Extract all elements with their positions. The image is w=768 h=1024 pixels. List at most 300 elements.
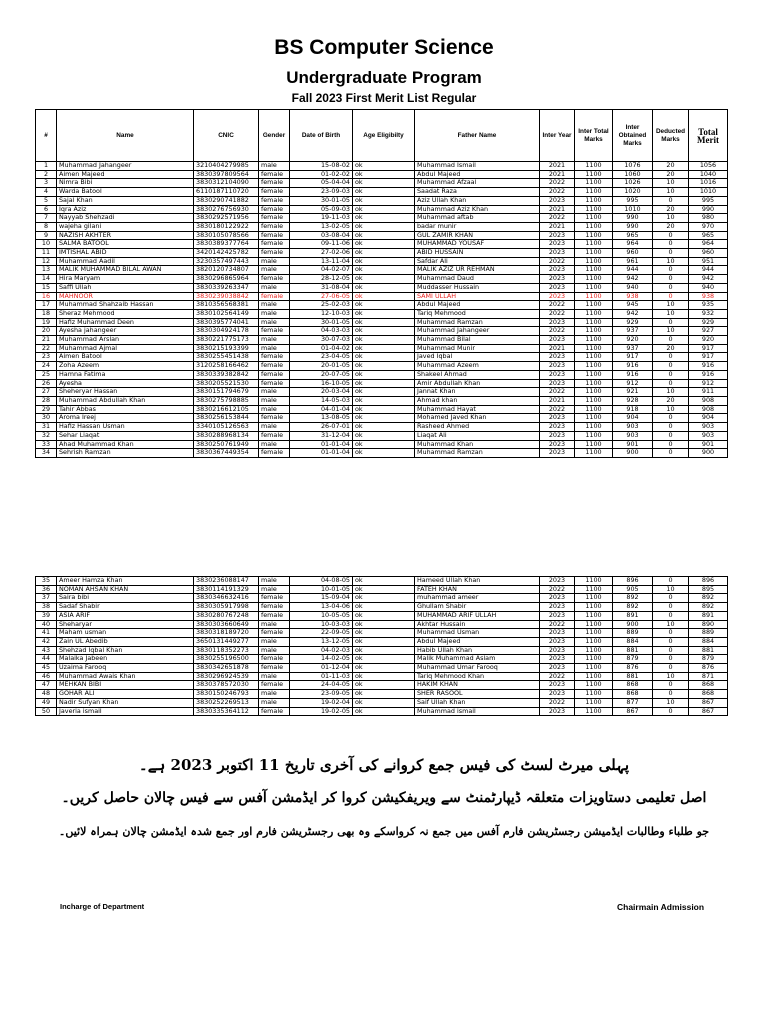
cell-name: Saira bibi [57,594,194,603]
cell-father-name: Muhammad Azeem [415,362,540,371]
cell-gender: female [259,353,290,362]
cell-inter-obtained: 868 [613,690,653,699]
table-row [36,196,728,205]
cell-total-merit: 990 [689,205,728,214]
cell-age-eligibility: ok [353,379,415,388]
cell-inter-total: 1100 [575,577,613,586]
cell-inter-obtained: 892 [613,594,653,603]
cell-inter-year: 2022 [540,672,575,681]
cell-inter-year: 2023 [540,637,575,646]
cell-number: 34 [36,449,57,458]
table-row [36,231,728,240]
cell-age-eligibility: ok [353,655,415,664]
cell-gender: female [259,370,290,379]
cell-inter-total: 1100 [575,336,613,345]
cell-deducted: 10 [653,179,689,188]
table-row [36,637,728,646]
table-row [36,240,728,249]
cell-father-name: Abdul Majeed [415,637,540,646]
notice-fee-deadline: پہلی میرٹ لسٹ کی فیس جمع کروانے کی آخری تاریخ 11 اکتوبر 2023 ہے۔ [138,756,630,774]
cell-age-eligibility: ok [353,585,415,594]
cell-cnic: 3830290741882 [194,196,259,205]
cell-name: Ahad Muhammad Khan [57,440,194,449]
cell-deducted: 0 [653,611,689,620]
cell-deducted: 10 [653,327,689,336]
cell-inter-year: 2023 [540,611,575,620]
cell-total-merit: 1010 [689,188,728,197]
cell-dob: 20-03-04 [290,388,353,397]
cell-total-merit: 935 [689,301,728,310]
cell-inter-total: 1100 [575,370,613,379]
cell-age-eligibility: ok [353,414,415,423]
cell-age-eligibility: ok [353,240,415,249]
cell-inter-year: 2023 [540,629,575,638]
cell-dob: 10-05-05 [290,611,353,620]
cell-inter-total: 1100 [575,379,613,388]
cell-age-eligibility: ok [353,205,415,214]
cell-inter-year: 2023 [540,249,575,258]
cell-age-eligibility: ok [353,611,415,620]
table-row [36,362,728,371]
table-row [36,283,728,292]
cell-dob: 27-06-05 [290,292,353,301]
cell-inter-year: 2023 [540,283,575,292]
cell-father-name: Aziz Ullah Khan [415,196,540,205]
cell-dob: 01-11-03 [290,672,353,681]
cell-father-name: badar munir [415,222,540,231]
cell-father-name: Muhammad Ramzan [415,318,540,327]
col-header-dob: Date of Birth [290,110,353,162]
cell-father-name: Amir Abdullah Khan [415,379,540,388]
cell-inter-obtained: 990 [613,214,653,223]
cell-name: Nadir Sufyan Khan [57,698,194,707]
cell-deducted: 20 [653,162,689,171]
cell-dob: 04-03-03 [290,327,353,336]
table-row [36,396,728,405]
cell-total-merit: 942 [689,275,728,284]
signature-chairman-admission: Chairmain Admission [617,902,705,912]
cell-total-merit: 917 [689,344,728,353]
cell-number: 50 [36,707,57,716]
cell-name: Hira Maryam [57,275,194,284]
cell-number: 11 [36,249,57,258]
table-row [36,170,728,179]
cell-name: Sheharyar [57,620,194,629]
cell-inter-obtained: 879 [613,655,653,664]
cell-inter-obtained: 892 [613,603,653,612]
cell-father-name: Saif Ullah Khan [415,698,540,707]
table-row [36,266,728,275]
cell-inter-obtained: 881 [613,672,653,681]
cell-cnic: 3830296924539 [194,672,259,681]
cell-total-merit: 938 [689,292,728,301]
cell-gender: female [259,664,290,673]
cell-deducted: 0 [653,603,689,612]
cell-inter-total: 1100 [575,405,613,414]
cell-total-merit: 868 [689,690,728,699]
table-row [36,449,728,458]
table-row [36,214,728,223]
cell-name: Aimen Batool [57,353,194,362]
cell-gender: female [259,231,290,240]
table-row [36,629,728,638]
cell-inter-year: 2022 [540,257,575,266]
cell-father-name: MUHAMMAD ARIF ULLAH [415,611,540,620]
cell-inter-total: 1100 [575,594,613,603]
cell-father-name: Tariq Mehmood Khan [415,672,540,681]
cell-cnic: 3820120734807 [194,266,259,275]
merit-table-part1 [35,109,728,458]
cell-gender: female [259,655,290,664]
cell-inter-obtained: 889 [613,629,653,638]
cell-dob: 30-07-03 [290,336,353,345]
cell-cnic: 3830275798885 [194,396,259,405]
cell-cnic: 3830239038842 [194,292,259,301]
table-row [36,594,728,603]
cell-inter-total: 1100 [575,637,613,646]
cell-gender: male [259,423,290,432]
cell-cnic: 3830292571956 [194,214,259,223]
cell-dob: 13-11-04 [290,257,353,266]
cell-name: Muhammad Abdullah Khan [57,396,194,405]
cell-number: 6 [36,205,57,214]
cell-age-eligibility: ok [353,170,415,179]
cell-gender: female [259,362,290,371]
cell-cnic: 3830397809564 [194,170,259,179]
cell-dob: 23-09-03 [290,188,353,197]
cell-inter-year: 2023 [540,196,575,205]
cell-father-name: Muhammad Daud [415,275,540,284]
cell-father-name: Hameed Ullah Khan [415,577,540,586]
cell-inter-obtained: 867 [613,707,653,716]
cell-number: 14 [36,275,57,284]
cell-inter-obtained: 900 [613,449,653,458]
cell-inter-obtained: 903 [613,423,653,432]
cell-cnic: 3830395774041 [194,318,259,327]
cell-inter-year: 2021 [540,222,575,231]
cell-name: Uzaima Farooq [57,664,194,673]
table-row [36,423,728,432]
cell-gender: female [259,431,290,440]
cell-cnic: 3830339263347 [194,283,259,292]
table-row [36,646,728,655]
cell-inter-total: 1100 [575,449,613,458]
cell-age-eligibility: ok [353,353,415,362]
cell-deducted: 10 [653,672,689,681]
cell-name: Ayesha jahangeer [57,327,194,336]
cell-father-name: Liaqat Ali [415,431,540,440]
cell-age-eligibility: ok [353,188,415,197]
cell-inter-total: 1100 [575,690,613,699]
cell-father-name: Tariq Mehmood [415,309,540,318]
cell-number: 19 [36,318,57,327]
cell-inter-total: 1100 [575,179,613,188]
cell-cnic: 3830378572030 [194,681,259,690]
cell-cnic: 3830205521530 [194,379,259,388]
cell-total-merit: 940 [689,283,728,292]
cell-cnic: 3830367449354 [194,449,259,458]
cell-inter-obtained: 995 [613,196,653,205]
cell-dob: 10-03-03 [290,620,353,629]
cell-inter-year: 2023 [540,431,575,440]
cell-inter-total: 1100 [575,214,613,223]
cell-inter-obtained: 896 [613,577,653,586]
cell-inter-year: 2023 [540,318,575,327]
cell-number: 41 [36,629,57,638]
cell-total-merit: 868 [689,681,728,690]
cell-number: 33 [36,440,57,449]
cell-number: 12 [36,257,57,266]
cell-inter-year: 2023 [540,664,575,673]
cell-gender: male [259,266,290,275]
cell-total-merit: 891 [689,611,728,620]
cell-inter-obtained: 1020 [613,188,653,197]
cell-inter-obtained: 918 [613,405,653,414]
cell-total-merit: 916 [689,362,728,371]
cell-name: NOMAN AHSAN KHAN [57,585,194,594]
cell-number: 39 [36,611,57,620]
cell-inter-year: 2023 [540,440,575,449]
cell-number: 10 [36,240,57,249]
cell-inter-total: 1100 [575,170,613,179]
cell-number: 21 [36,336,57,345]
cell-dob: 28-12-05 [290,275,353,284]
cell-inter-year: 2023 [540,370,575,379]
cell-inter-obtained: 965 [613,231,653,240]
cell-name: Nayyab Shehzadi [57,214,194,223]
cell-inter-total: 1100 [575,240,613,249]
cell-father-name: Muhammad Munir [415,344,540,353]
cell-inter-total: 1100 [575,162,613,171]
cell-gender: male [259,440,290,449]
cell-dob: 01-01-04 [290,449,353,458]
table-row [36,672,728,681]
table-row [36,440,728,449]
cell-name: Sehrish Ramzan [57,449,194,458]
cell-dob: 01-02-02 [290,170,353,179]
cell-age-eligibility: ok [353,388,415,397]
cell-inter-total: 1100 [575,629,613,638]
cell-father-name: Muhammad Usman [415,629,540,638]
cell-inter-obtained: 940 [613,283,653,292]
notice-document-verification: اصل تعلیمی دستاویزات متعلقہ ڈیپارٹمنٹ سے ویریفکیشن کروا کر ایڈمشن آفس سے فیس چالان حاصل کریں۔ [61,790,707,806]
cell-name: Ayesha [57,379,194,388]
cell-inter-total: 1100 [575,440,613,449]
cell-gender: female [259,603,290,612]
cell-inter-obtained: 929 [613,318,653,327]
cell-inter-obtained: 884 [613,637,653,646]
cell-dob: 19-02-04 [290,698,353,707]
cell-gender: male [259,405,290,414]
cell-father-name: SHER RASOOL [415,690,540,699]
cell-dob: 27-02-06 [290,249,353,258]
cell-dob: 13-12-05 [290,637,353,646]
table-row [36,257,728,266]
cell-deducted: 10 [653,585,689,594]
cell-gender: female [259,240,290,249]
cell-gender: male [259,162,290,171]
cell-inter-year: 2022 [540,188,575,197]
cell-dob: 04-01-04 [290,405,353,414]
cell-name: Ameer Hamza Khan [57,577,194,586]
table-row [36,664,728,673]
table-row [36,336,728,345]
cell-name: IMTISHAL ABID [57,249,194,258]
table-row [36,275,728,284]
cell-father-name: Muhammad ismail [415,707,540,716]
cell-deducted: 20 [653,396,689,405]
cell-inter-total: 1100 [575,646,613,655]
cell-cnic: 3830339382842 [194,370,259,379]
cell-dob: 13-08-05 [290,414,353,423]
cell-total-merit: 908 [689,396,728,405]
cell-inter-obtained: 1010 [613,205,653,214]
cell-deducted: 0 [653,655,689,664]
cell-gender: female [259,196,290,205]
cell-deducted: 0 [653,240,689,249]
cell-inter-year: 2023 [540,707,575,716]
table-row [36,292,728,301]
cell-inter-total: 1100 [575,231,613,240]
merit-table-part2 [35,576,728,716]
cell-number: 23 [36,353,57,362]
cell-number: 25 [36,370,57,379]
cell-dob: 05-04-04 [290,179,353,188]
cell-deducted: 0 [653,690,689,699]
cell-cnic: 3830304924178 [194,327,259,336]
table-row [36,681,728,690]
cell-gender: male [259,620,290,629]
merit-table-body-part2 [36,577,728,716]
cell-name: Muhammad Arslan [57,336,194,345]
cell-number: 9 [36,231,57,240]
cell-cnic: 3210404279985 [194,162,259,171]
cell-deducted: 10 [653,388,689,397]
cell-inter-total: 1100 [575,353,613,362]
cell-deducted: 0 [653,318,689,327]
cell-age-eligibility: ok [353,249,415,258]
cell-dob: 15-09-04 [290,594,353,603]
cell-age-eligibility: ok [353,318,415,327]
cell-father-name: Abdul Majeed [415,301,540,310]
cell-number: 17 [36,301,57,310]
cell-father-name: Muhammad Bilal [415,336,540,345]
cell-gender: female [259,188,290,197]
cell-inter-obtained: 905 [613,585,653,594]
cell-inter-year: 2023 [540,681,575,690]
cell-inter-obtained: 938 [613,292,653,301]
cell-number: 30 [36,414,57,423]
cell-inter-year: 2022 [540,388,575,397]
table-row [36,388,728,397]
cell-number: 8 [36,222,57,231]
cell-total-merit: 903 [689,423,728,432]
cell-dob: 30-01-05 [290,318,353,327]
cell-gender: male [259,283,290,292]
cell-cnic: 6110187110720 [194,188,259,197]
cell-name: Tahir Abbas [57,405,194,414]
cell-total-merit: 932 [689,309,728,318]
cell-cnic: 3830250761949 [194,440,259,449]
cell-cnic: 3830280767248 [194,611,259,620]
cell-gender: male [259,336,290,345]
cell-father-name: Muhammad aftab [415,214,540,223]
cell-deducted: 0 [653,283,689,292]
cell-inter-obtained: 912 [613,379,653,388]
cell-inter-obtained: 937 [613,327,653,336]
cell-name: Shehzad Iqbal Khan [57,646,194,655]
cell-age-eligibility: ok [353,707,415,716]
cell-number: 40 [36,620,57,629]
cell-deducted: 0 [653,275,689,284]
cell-age-eligibility: ok [353,179,415,188]
cell-deducted: 0 [653,629,689,638]
cell-total-merit: 965 [689,231,728,240]
cell-name: Sheraz Mehmood [57,309,194,318]
cell-name: Nimra Bibi [57,179,194,188]
cell-cnic: 3340105126563 [194,423,259,432]
cell-inter-obtained: 1076 [613,162,653,171]
cell-father-name: Abdul Majeed [415,170,540,179]
cell-deducted: 0 [653,664,689,673]
cell-cnic: 3830342651878 [194,664,259,673]
cell-inter-obtained: 901 [613,440,653,449]
cell-inter-total: 1100 [575,249,613,258]
cell-total-merit: 904 [689,414,728,423]
cell-deducted: 10 [653,309,689,318]
cell-inter-total: 1100 [575,664,613,673]
cell-total-merit: 911 [689,388,728,397]
cell-father-name: Muhammad Hayat [415,405,540,414]
cell-inter-year: 2023 [540,240,575,249]
cell-inter-total: 1100 [575,327,613,336]
cell-gender: female [259,707,290,716]
cell-inter-obtained: 990 [613,222,653,231]
cell-gender: female [259,611,290,620]
cell-father-name: Ghullam Shabir [415,603,540,612]
cell-number: 5 [36,196,57,205]
cell-father-name: Muhammad Ismail [415,162,540,171]
cell-deducted: 0 [653,707,689,716]
cell-age-eligibility: ok [353,327,415,336]
cell-inter-year: 2023 [540,423,575,432]
table-row [36,611,728,620]
cell-deducted: 20 [653,222,689,231]
cell-number: 47 [36,681,57,690]
cell-gender: female [259,179,290,188]
table-row [36,249,728,258]
cell-gender: female [259,292,290,301]
cell-inter-obtained: 920 [613,336,653,345]
cell-inter-obtained: 900 [613,620,653,629]
cell-inter-year: 2022 [540,327,575,336]
table-row [36,301,728,310]
cell-age-eligibility: ok [353,681,415,690]
cell-dob: 25-02-03 [290,301,353,310]
cell-inter-year: 2021 [540,396,575,405]
cell-age-eligibility: ok [353,423,415,432]
cell-total-merit: 867 [689,707,728,716]
cell-total-merit: 995 [689,196,728,205]
cell-number: 27 [36,388,57,397]
cell-deducted: 10 [653,698,689,707]
cell-gender: male [259,388,290,397]
cell-number: 32 [36,431,57,440]
cell-total-merit: 927 [689,327,728,336]
cell-dob: 20-07-05 [290,370,353,379]
cell-inter-total: 1100 [575,196,613,205]
cell-inter-total: 1100 [575,431,613,440]
